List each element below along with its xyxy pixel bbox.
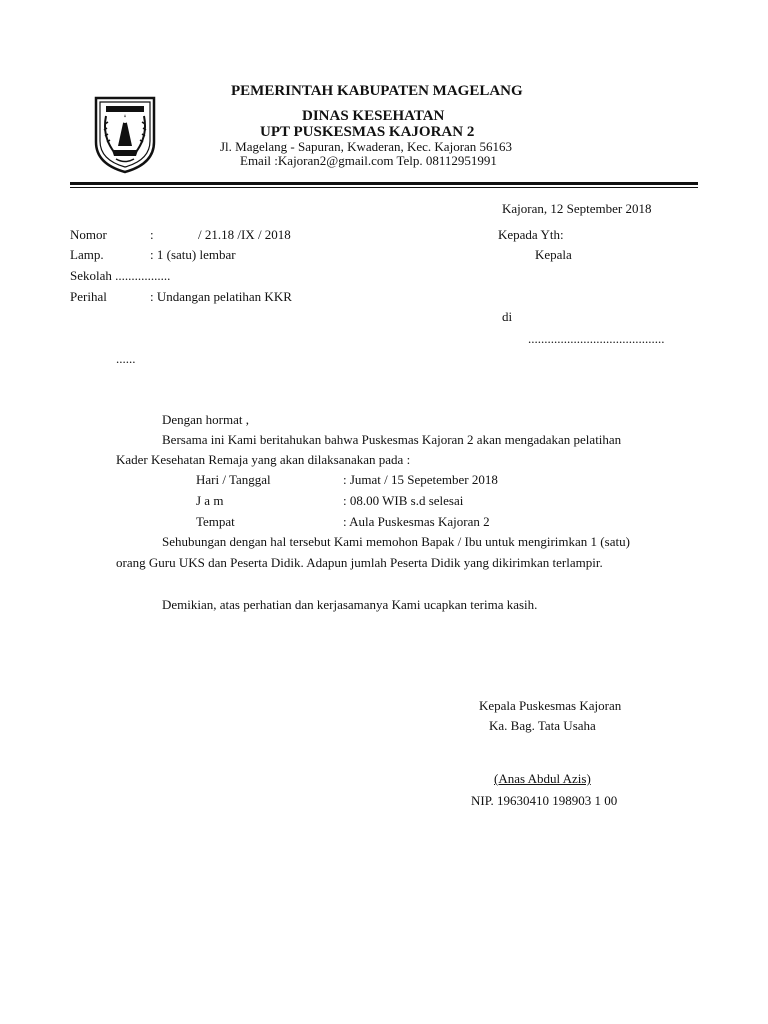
recipient-di: di	[502, 309, 513, 324]
signature-nip: NIP. 19630410 198903 1 00	[471, 793, 618, 808]
recipient-title: Kepala	[535, 247, 572, 262]
nomor-label: Nomor	[70, 227, 107, 242]
detail-label-place: Tempat	[196, 514, 235, 529]
letterhead-divider-thick	[70, 182, 698, 185]
nomor-value: / 21.18 /IX / 2018	[198, 227, 291, 242]
letterhead-department: DINAS KESEHATAN	[302, 108, 445, 124]
regency-crest-logo	[92, 96, 158, 174]
paragraph-2-line-1: Sehubungan dengan hal tersebut Kami memohon Bapak / Ibu untuk mengirimkan 1 (satu)	[162, 534, 630, 549]
paragraph-1-line-2: Kader Kesehatan Remaja yang akan dilaksanakan pada :	[116, 452, 411, 467]
paragraph-2-line-2: orang Guru UKS dan Peserta Didik. Adapun jumlah Peserta Didik yang dikirimkan terlampir.	[116, 555, 603, 570]
signature-title-2: Ka. Bag. Tata Usaha	[489, 718, 596, 733]
letterhead-divider-thin	[70, 187, 698, 188]
signature-name: (Anas Abdul Azis)	[494, 771, 591, 786]
detail-value-day-date: : Jumat / 15 Sepetember 2018	[343, 472, 498, 487]
letterhead-contact: Email :Kajoran2@gmail.com Telp. 08112951991	[240, 153, 497, 168]
letterhead-address: Jl. Magelang - Sapuran, Kwaderan, Kec. Kajoran 56163	[220, 139, 513, 154]
recipient-heading: Kepada Yth:	[498, 227, 564, 242]
sekolah-line: Sekolah .................	[70, 268, 171, 283]
detail-value-place: : Aula Puskesmas Kajoran 2	[343, 514, 490, 529]
signature-title-1: Kepala Puskesmas Kajoran	[479, 698, 622, 713]
letterhead-government: PEMERINTAH KABUPATEN MAGELANG	[231, 83, 523, 99]
lamp-value: : 1 (satu) lembar	[150, 247, 236, 262]
perihal-value: : Undangan pelatihan KKR	[150, 289, 292, 304]
paragraph-1-line-1: Bersama ini Kami beritahukan bahwa Puskesmas Kajoran 2 akan mengadakan pelatihan	[162, 432, 622, 447]
letterhead-unit: UPT PUSKESMAS KAJORAN 2	[260, 124, 475, 140]
detail-label-day-date: Hari / Tanggal	[196, 472, 271, 487]
recipient-place-dots: ..........................................	[528, 331, 665, 346]
letter-date: Kajoran, 12 September 2018	[502, 201, 652, 216]
detail-value-time: : 08.00 WIB s.d selesai	[343, 493, 464, 508]
salutation: Dengan hormat ,	[162, 412, 250, 427]
closing-sentence: Demikian, atas perhatian dan kerjasamanya Kami ucapkan terima kasih.	[162, 597, 538, 612]
lamp-label: Lamp.	[70, 247, 104, 262]
detail-label-time: J a m	[196, 493, 224, 508]
nomor-colon: :	[150, 227, 154, 242]
perihal-label: Perihal	[70, 289, 107, 304]
recipient-place-dots-cont: ......	[116, 351, 136, 366]
